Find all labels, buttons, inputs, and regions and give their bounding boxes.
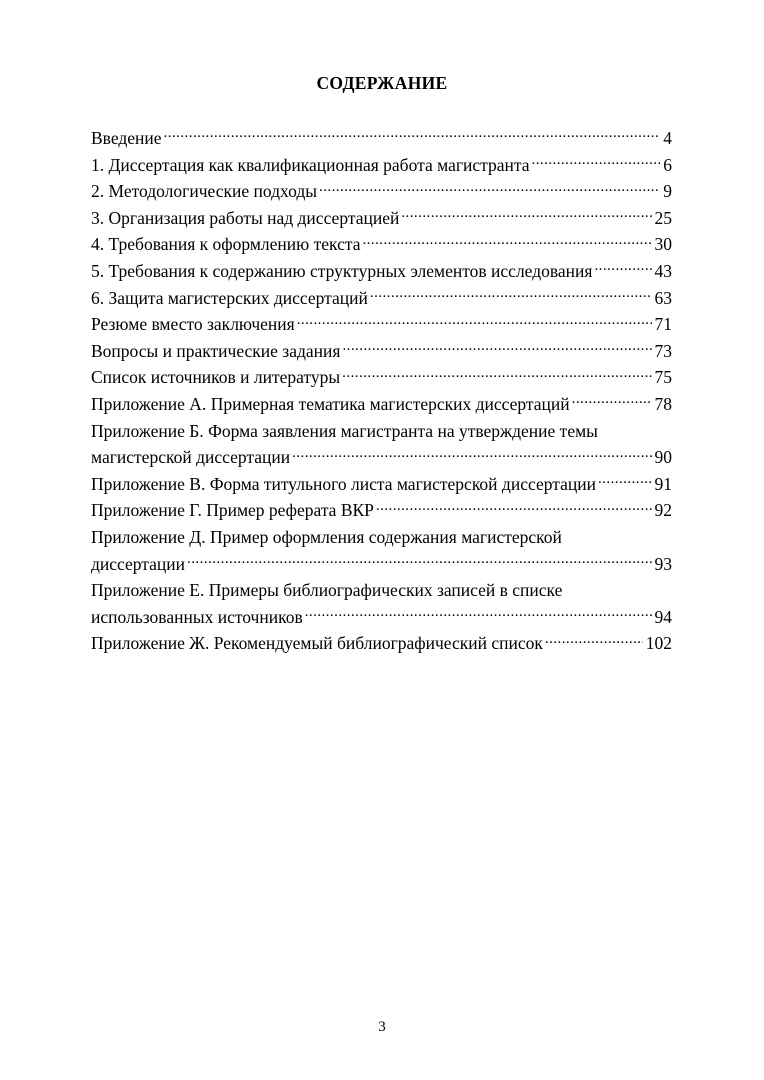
dot-leader (370, 286, 652, 304)
toc-entry-title: 2. Методологические подходы (91, 181, 317, 202)
dot-leader (319, 180, 660, 198)
toc-entry-title-line2: магистерской диссертации (91, 447, 291, 468)
toc-entry-appendix-b[interactable] (91, 418, 672, 471)
toc-entry-page: 30 (654, 234, 672, 255)
toc-entry-chapter-1[interactable] (91, 152, 672, 179)
toc-entry-appendix-a[interactable] (91, 391, 672, 418)
dot-leader (292, 446, 651, 464)
toc-entry-page: 92 (654, 500, 672, 521)
toc-entry-title-line1: Приложение Е. Примеры библиографических записей в списке (91, 580, 563, 601)
toc-entry-page: 43 (654, 260, 672, 281)
toc-entry-title: Приложение В. Форма титульного листа магистерской диссертации (91, 473, 596, 494)
toc-entry-title: Введение (91, 128, 162, 148)
toc-entry-page: 94 (654, 606, 672, 627)
toc-entry-title-line1: Приложение Д. Пример оформления содержания магистерской (91, 526, 562, 547)
toc-entry-chapter-4[interactable] (91, 231, 672, 258)
toc-entry-page: 6 (663, 154, 672, 175)
toc-entry-sources[interactable] (91, 364, 672, 391)
dot-leader (532, 153, 661, 171)
toc-entry-appendix-e[interactable] (91, 577, 672, 630)
toc-entry-title: 4. Требования к оформлению текста (91, 234, 361, 255)
toc-entry-chapter-3[interactable] (91, 205, 672, 232)
dot-leader (401, 206, 651, 224)
toc-entry-page: 90 (654, 447, 672, 468)
dot-leader (187, 552, 651, 570)
toc-entry-title: Список источников и литературы (91, 367, 341, 388)
toc-entry-page: 75 (654, 367, 672, 388)
toc-entry-page: 63 (654, 287, 672, 308)
dot-leader (164, 127, 661, 145)
dot-leader (342, 366, 651, 384)
toc-entry-page: 78 (654, 393, 672, 414)
toc-entry-title: 1. Диссертация как квалификационная работа магистранта (91, 154, 530, 175)
toc-entry-title: Приложение Г. Пример реферата ВКР (91, 500, 374, 521)
toc-entry-chapter-5[interactable] (91, 258, 672, 285)
toc-entry-chapter-6[interactable] (91, 285, 672, 312)
dot-leader (362, 233, 651, 251)
dot-leader (297, 313, 652, 331)
toc-entry-page: 91 (654, 473, 672, 494)
toc-entry-introduction[interactable] (91, 125, 672, 152)
toc-entry-title: Резюме вместо заключения (91, 314, 295, 335)
toc-entry-appendix-zh[interactable] (91, 630, 672, 657)
toc-entry-page: 102 (645, 633, 672, 654)
dot-leader (545, 632, 643, 650)
toc-entry-page: 71 (654, 314, 672, 335)
dot-leader (594, 259, 651, 277)
toc-entry-title: 5. Требования к содержанию структурных элементов исследования (91, 260, 593, 281)
toc-entry-title: 6. Защита магистерских диссертаций (91, 287, 368, 308)
toc-entry-page: 9 (663, 181, 672, 202)
toc-entry-chapter-2[interactable] (91, 178, 672, 205)
toc-entry-title: Приложение А. Примерная тематика магистерских диссертаций (91, 393, 570, 414)
dot-leader (572, 392, 652, 410)
dot-leader (598, 472, 652, 490)
table-of-contents (91, 125, 672, 657)
dot-leader (305, 605, 652, 623)
toc-entry-page: 73 (654, 340, 672, 361)
dot-leader (342, 339, 651, 357)
toc-entry-title-line1: Приложение Б. Форма заявления магистранта на утверждение темы (91, 420, 598, 441)
toc-entry-appendix-g[interactable] (91, 497, 672, 524)
toc-entry-title: 3. Организация работы над диссертацией (91, 207, 400, 228)
toc-entry-title: Приложение Ж. Рекомендуемый библиографический список (91, 633, 543, 654)
toc-entry-questions[interactable] (91, 338, 672, 365)
toc-entry-page: 4 (663, 128, 672, 148)
toc-entry-summary[interactable] (91, 311, 672, 338)
toc-entry-appendix-v[interactable] (91, 471, 672, 498)
toc-entry-appendix-d[interactable] (91, 524, 672, 577)
dot-leader (376, 499, 652, 517)
toc-entry-page: 93 (654, 553, 672, 574)
page-number: 3 (378, 1019, 386, 1035)
page-title: СОДЕРЖАНИЕ (316, 73, 448, 93)
toc-entry-page: 25 (654, 207, 672, 228)
toc-entry-title-line2: диссертации (91, 553, 186, 574)
toc-entry-title: Вопросы и практические задания (91, 340, 341, 361)
toc-entry-title-line2: использованных источников (91, 606, 303, 627)
